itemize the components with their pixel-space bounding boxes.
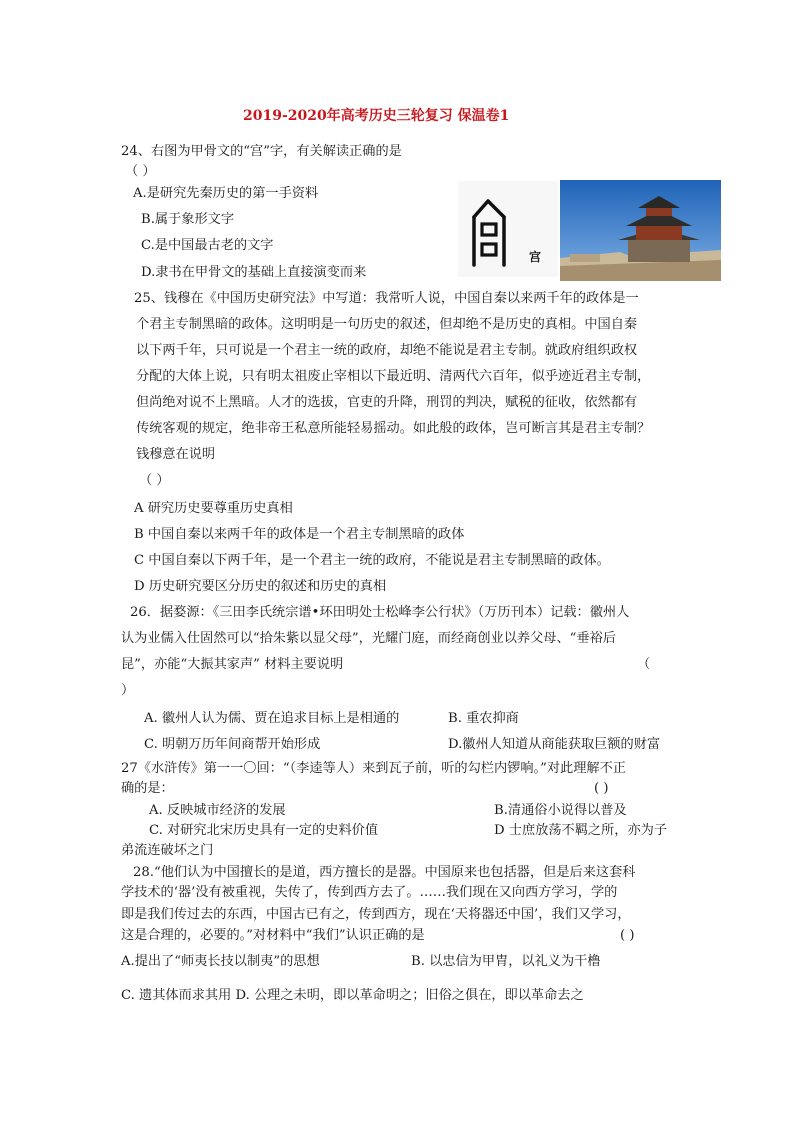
palace-tower-photo [560, 180, 721, 281]
q28-option-b: B. 以忠信为甲胄，以礼义为干橹 [411, 954, 601, 969]
page-title: 2019-2020年高考历史三轮复习 保温卷1 [243, 108, 510, 124]
q27-answer-paren: ( ) [594, 781, 609, 796]
q24-option-a: A.是研究先秦历史的第一手资料 [133, 186, 319, 201]
q28-option-a: A.提出了“师夷长技以制夷”的思想 [121, 954, 320, 969]
q27-option-a: A. 反映城市经济的发展 [149, 803, 286, 818]
oracle-bone-gong-glyph-image [458, 181, 558, 277]
q28-answer-paren: ( ) [620, 928, 635, 943]
q25-option-d: D 历史研究要区分历史的叙述和历史的真相 [134, 579, 387, 594]
q25-line-5: 但尚绝对说不上黑暗。人才的选拔，官吏的升降，刑罚的判决，赋税的征收，依然都有 [136, 395, 638, 410]
glyph-caption: 宫 [529, 250, 542, 264]
q26-option-d: D.徽州人知道从商能获取巨额的财富 [448, 737, 661, 752]
q25-option-b: B 中国自秦以来两千年的政体是一个君主专制黑暗的政体 [134, 527, 465, 542]
q26-line-1: 26．据婺源：《三田李氏统宗谱•环田明处士松峰李公行状》（万历刊本）记载：徽州人 [130, 605, 630, 620]
q28-option-c-d: C. 遗其体而求其用 D. 公理之未明，即以革命明之；旧俗之俱在，即以革命去之 [121, 988, 584, 1003]
q24-option-d: D.隶书在甲骨文的基础上直接演变而来 [141, 265, 367, 280]
q28-line-2: 学技术的‘器’没有被重视，失传了，传到西方去了。……我们现在又向西方学习，学的 [121, 885, 618, 900]
q28-line-1: 28.“他们认为中国擅长的是道，西方擅长的是器。中国原来也包括器，但是后来这套科 [133, 865, 636, 880]
q27-option-d: D 士庶放荡不羁之所，亦为子 [494, 823, 668, 838]
q25-answer-paren: （ ） [139, 473, 170, 488]
q24-answer-paren: （ ） [125, 164, 156, 179]
q26-option-c: C. 明朝万历年间商帮开始形成 [144, 737, 321, 752]
q26-option-b: B. 重农抑商 [448, 711, 519, 726]
q25-line-2: 个君主专制黑暗的政体。这明明是一句历史的叙述，但却绝不是历史的真相。中国自秦 [136, 317, 638, 332]
q27-option-b: B.清通俗小说得以普及 [494, 803, 627, 818]
q28-line-4: 这是合理的，必要的。”对材料中“我们”认识正确的是 [121, 928, 425, 943]
q24-stem: 24、右图为甲骨文的“宫”字，有关解读正确的是 [121, 144, 402, 159]
q26-line-3: 昆”，亦能“大振其家声” 材料主要说明 [121, 657, 344, 672]
q25-line-6: 传统客观的规定，绝非帝王私意所能轻易摇动。如此般的政体，岂可断言其是君主专制？ [136, 421, 651, 436]
q25-line-3: 以下两千年，只可说是一个君主一统的政府，却绝不能说是君主专制。就政府组织政权 [136, 343, 638, 358]
q26-option-a: A. 徽州人认为儒、贾在追求目标上是相通的 [144, 711, 400, 726]
q27-line-1: 27《水浒传》第一一〇回：“（李逵等人）来到瓦子前，听的勾栏内锣响。”对此理解不正 [121, 761, 626, 776]
oracle-bone-gong-icon [458, 181, 558, 277]
q24-option-c: C.是中国最古老的文字 [141, 238, 274, 253]
q25-line-4: 分配的大体上说，只有明太祖废止宰相以下最近明、清两代六百年，似乎迹近君主专制， [136, 369, 651, 384]
q26-line-2: 认为业儒入仕固然可以“拾朱紫以显父母”，光耀门庭，而经商创业以养父母、“垂裕后 [121, 631, 616, 646]
q26-answer-paren-open: （ [637, 657, 651, 672]
q25-option-a: A 研究历史要尊重历史真相 [134, 501, 293, 516]
q24-option-b: B.属于象形文字 [141, 212, 235, 227]
q28-line-3: 即是我们传过去的东西，中国古已有之，传到西方，现在‘天将器还中国’，我们又学习， [121, 907, 631, 922]
q25-line-1: 25、钱穆在《中国历史研究法》中写道：我常听人说，中国自秦以来两千年的政体是一 [134, 291, 639, 306]
q27-line-2: 确的是： [121, 781, 174, 796]
q26-answer-paren-close: ） [121, 683, 135, 698]
q25-option-c: C 中国自秦以下两千年，是一个君主一统的政府，不能说是君主专制黑暗的政体。 [134, 553, 610, 568]
q25-line-7: 钱穆意在说明 [136, 447, 216, 462]
q27-option-c: C. 对研究北宋历史具有一定的史料价值 [149, 823, 379, 838]
q27-option-d-continued: 弟流连破坏之门 [121, 843, 214, 858]
